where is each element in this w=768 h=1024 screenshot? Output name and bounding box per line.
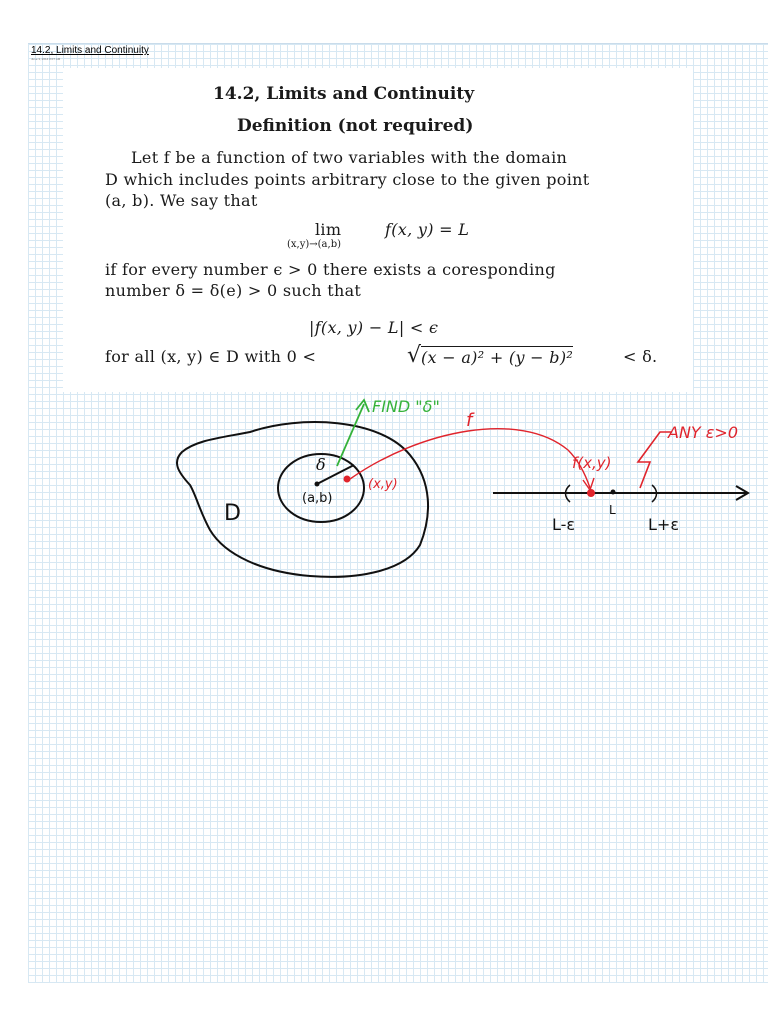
limit-subscript: (x,y)→(a,b) <box>287 239 341 250</box>
doc-heading: 14.2, Limits and Continuity <box>213 84 475 104</box>
doc-subheading: Definition (not required) <box>237 116 474 136</box>
find-delta-arrow <box>337 404 364 466</box>
L-minus-eps-label: L-ε <box>552 515 576 534</box>
L-point <box>611 490 616 495</box>
paragraph-line: number δ = δ(e) > 0 such that <box>105 281 362 300</box>
ab-label: (a,b) <box>302 491 333 506</box>
domain-label: D <box>224 501 241 526</box>
sqrt-sign: √ <box>407 343 422 368</box>
fxy-point <box>587 489 595 497</box>
paragraph-line: Let f be a function of two variables with the domain <box>131 148 568 167</box>
find-delta-label: FIND "δ" <box>372 397 440 416</box>
L-label: L <box>609 503 616 517</box>
L-plus-eps-label: L+ε <box>648 515 679 534</box>
limit-word: lim <box>315 220 342 239</box>
paragraph-line: if for every number ϵ > 0 there exists a coresponding <box>105 260 556 279</box>
condition-prefix: for all (x, y) ∈ D with 0 < <box>105 347 317 366</box>
point-xy <box>344 476 351 483</box>
xy-label: (x,y) <box>368 477 398 492</box>
paragraph-line: (a, b). We say that <box>105 191 258 210</box>
condition-root: (x − a)² + (y − b)² <box>421 348 574 367</box>
fxy-label: f(x,y) <box>572 454 612 472</box>
page-title: 14.2, Limits and Continuity <box>31 45 149 56</box>
any-eps-label: ANY ε>0 <box>668 423 739 442</box>
f-label: f <box>466 410 473 431</box>
limit-rhs: f(x, y) = L <box>385 220 470 239</box>
inequality: |f(x, y) − L| < ϵ <box>309 318 439 337</box>
condition-suffix: < δ. <box>623 347 658 366</box>
point-ab <box>315 482 320 487</box>
paragraph-line: D which includes points arbitrary close to the given point <box>105 170 590 189</box>
page-timestamp: June 3, 2014 8:07 AM <box>31 57 61 61</box>
delta-label: δ <box>316 455 326 474</box>
any-eps-arrow <box>638 432 672 488</box>
